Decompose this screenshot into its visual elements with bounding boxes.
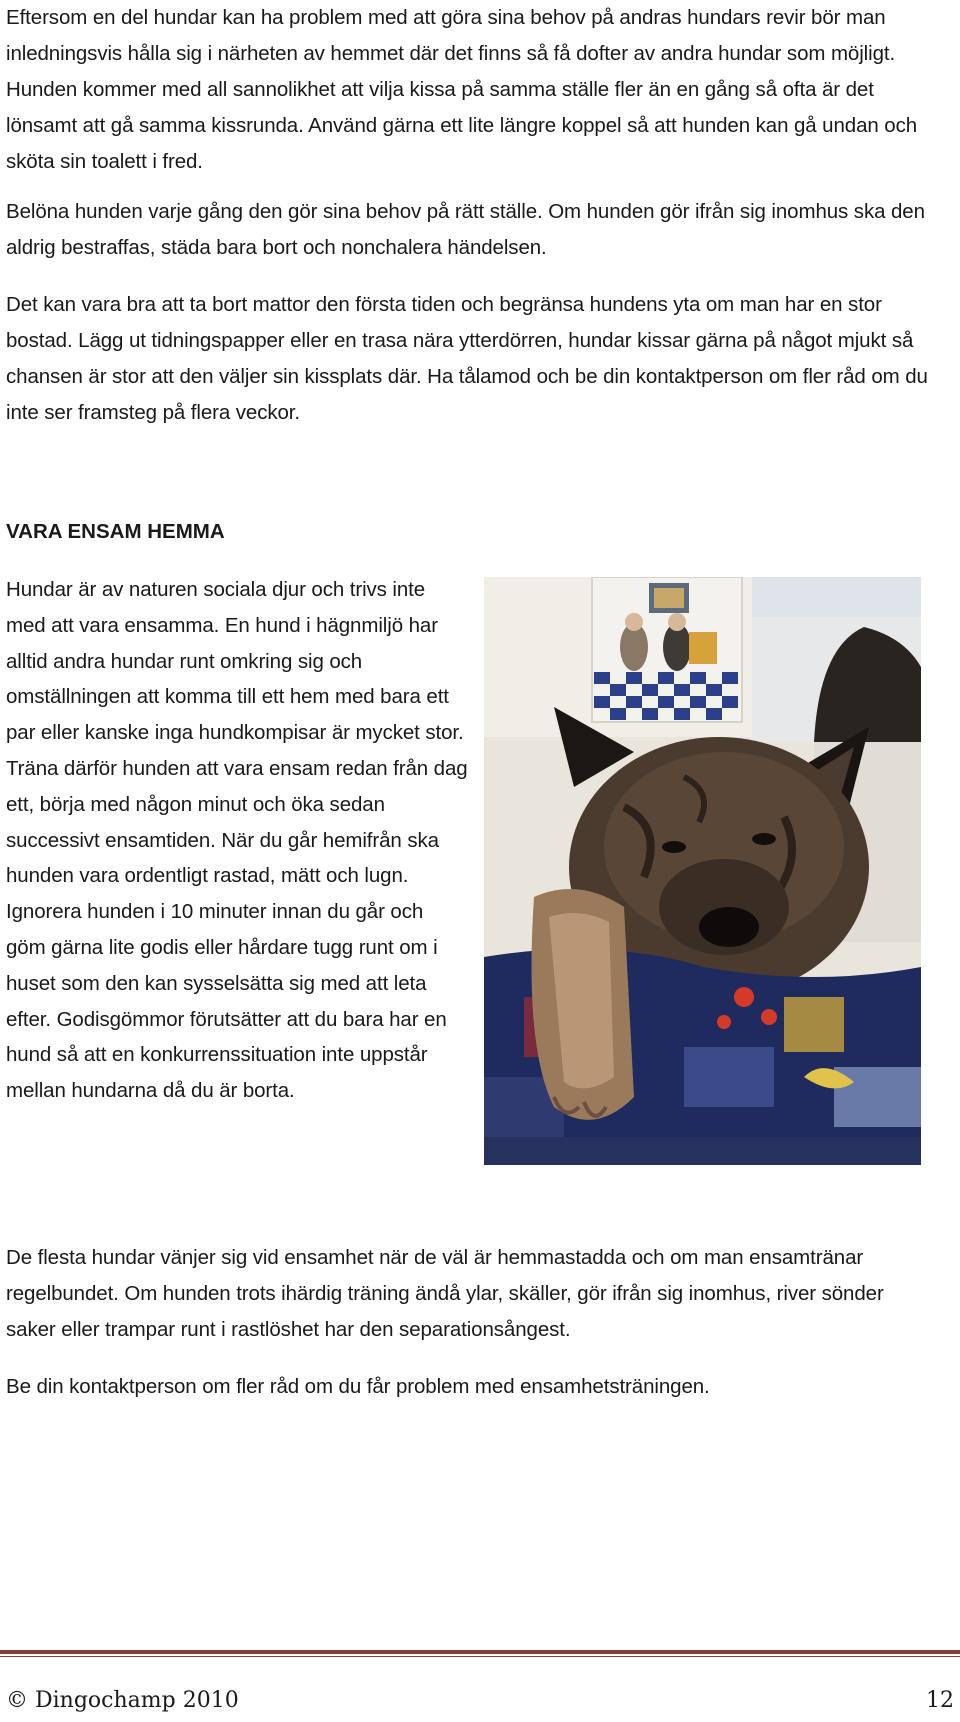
paragraph-separation-anxiety: De flesta hundar vänjer sig vid ensamhet när de väl är hemmastadda och om man ensamtränar regelbundet. Om hunden trots ihärdig träning ändå ylar, skäller, gör ifrån sig inomhus, river sönder saker eller trampar runt i rastlöshet har den separationsångest. bbox=[6, 1246, 884, 1341]
painting-left bbox=[592, 577, 742, 722]
painting-right bbox=[752, 577, 921, 742]
footer-divider-thick bbox=[0, 1650, 960, 1654]
footer-divider-thin bbox=[0, 1656, 960, 1657]
paragraph-outdoor-toilet: Eftersom en del hundar kan ha problem med att göra sina behov på andras hundars revir bör man inledningsvis hålla sig i närheten av hemmet där det finns så få dofter av andra hundar som möjligt. Hunden kommer med all sannolikhet att vilja kissa på samma ställe fler än en gång så ofta är det lönsamt att gå samma kissrunda. Använd gärna ett lite längre koppel så att hunden kan gå undan och sköta sin toalett i fred. bbox=[6, 6, 918, 173]
paragraph-reward: Belöna hunden varje gång den gör sina behov på rätt ställe. Om hunden gör ifrån sig inomhus ska den aldrig bestraffas, städa bara bort och nonchalera händelsen. bbox=[6, 200, 925, 259]
section-heading: VARA ENSAM HEMMA bbox=[6, 520, 225, 543]
footer-page-number: 12 bbox=[926, 1688, 954, 1713]
footer-divider bbox=[0, 1650, 960, 1657]
paragraph-contact-person: Be din kontaktperson om fler råd om du får problem med ensamhetsträningen. bbox=[6, 1375, 710, 1398]
paragraph-alone-training: Hundar är av naturen sociala djur och trivs inte med att vara ensamma. En hund i hägnmiljö har alltid andra hundar runt omkring sig och omställningen att komma till ett hem med bara ett par eller kanske inga hundkompisar är mycket stor. Träna därför hunden att vara ensam redan från dag ett, börja med någon minut och öka sedan successivt ensamtiden. När du går hemifrån ska hunden vara ordentligt rastad, mätt och lugn. Ignorera hunden i 10 minuter innan du går och göm gärna lite godis eller hårdare tugg runt om i huset som den kan sysselsätta sig med att leta efter. Godisgömmor förutsätter att du bara har en hund så att en konkurrenssituation inte uppstår mellan hundarna då du är borta. bbox=[6, 578, 468, 1103]
dog-paw bbox=[532, 889, 635, 1120]
paragraph-indoor-tips: Det kan vara bra att ta bort mattor den första tiden och begränsa hundens yta om man har en stor bostad. Lägg ut tidningspapper eller en trasa nära ytterdörren, hundar kissar gärna på något mjukt så chansen är stor att den väljer sin kissplats där. Ha tålamod och be din kontaktperson om fler råd om du inte ser framsteg på flera veckor. bbox=[6, 293, 928, 424]
dog-photo bbox=[484, 577, 921, 1165]
footer-copyright: © Dingochamp 2010 bbox=[6, 1688, 239, 1713]
